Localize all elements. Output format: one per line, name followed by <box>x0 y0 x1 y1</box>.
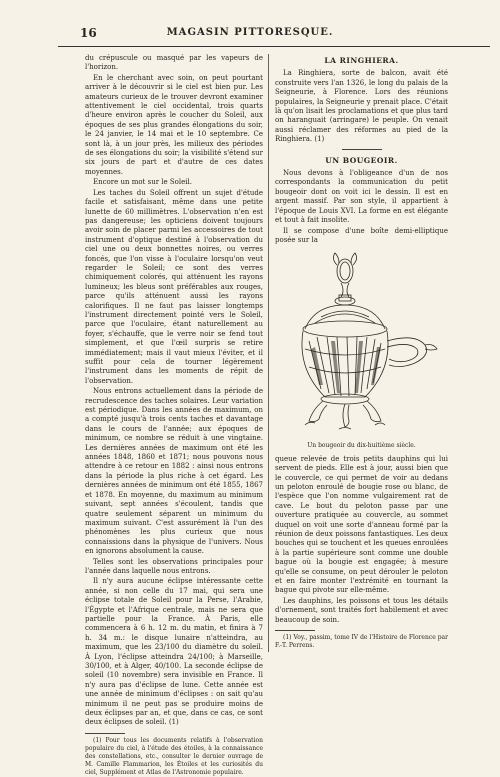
footnote-rule <box>85 733 125 734</box>
paragraph: Il se compose d'une boîte demi-elliptique posée sur la <box>275 226 448 244</box>
footnote: (1) Voy., passim, tome IV de l'Histoire de Florence par F.-T. Perrens. <box>275 634 448 650</box>
footnote: (1) Pour tous les documents relatifs à l'observation populaire du ciel, à l'étude des étoiles, à la connaissance des constellations, etc., consulter le dernier ouvrage de M. Camille Flammarion, les Étoiles et les curiosités du ciel, Supplément et Atlas de l'Astronomie populaire. <box>85 736 263 776</box>
paragraph: Les dauphins, les poissons et tous les détails d'ornement, sont traités fort habilement et avec beaucoup de soin. <box>275 596 448 624</box>
right-column <box>275 54 448 650</box>
figure-caption: Un bougeoir du dix-huitième siècle. <box>307 442 416 450</box>
candlestick-illustration <box>275 249 448 439</box>
paragraph: du crépuscule ou masqué par les vapeurs de l'horizon. <box>85 54 263 72</box>
running-title: MAGASIN PITTORESQUE. <box>166 27 334 38</box>
paragraph: Encore un mot sur le Soleil. <box>93 178 192 187</box>
section-rule <box>342 149 382 150</box>
paragraph: En le cherchant avec soin, on peut pourtant arriver à le découvrir si le ciel est bien pur. Les amateurs curieux de le trouver devront examiner attentivement le ciel occidental, trois quarts d'heure environ après le coucher du Soleil, aux époques de ses plus grandes élongations du soir, le 24 janvier, le 14 mai et le 10 septembre. Ce sont là, à un jour près, les milieux des périodes de ses élongations du soir; la visibilité s'étend sur six jours de part et d'autre de ces dates moyennes. <box>85 73 263 176</box>
footnote-rule <box>275 630 315 631</box>
paragraph: La Ringhiera, sorte de balcon, avait été construite vers l'an 1326, le long du palais de la Seigneurie, à Florence. Lors des réunions populaires, la Seigneurie y prenait place. C'était là qu'on lisait les proclamations et que plus tard on haranguait (arringare) le peuple. On venait aussi réclamer des réformes au pied de la Ringhiera. (1) <box>275 69 448 144</box>
page-header <box>20 26 480 42</box>
paragraph: Il n'y aura aucune éclipse intéressante cette année, si non celle du 17 mai, qui sera une éclipse totale de Soleil pour la Perse, l'Arabie, l'Égypte et l'Afrique centrale, mais ne sera que partielle pour la France. À Paris, elle commencera à 6 h. 12 m. du matin, et finira à 7 h. 34 m.: le disque lunaire n'atteindra, au maximum, que les 23/100 du diamètre du soleil. À Lyon, l'éclipse atteindra 24/100; à Marseille, 30/100, et à Alger, 40/100. La seconde éclipse de soleil (10 novembre) sera invisible en France. Il n'y aura pas d'éclipse de lune. Cette année est une année de minimum d'éclipses : on sait qu'au minimum il ne peut pas se produire moins de deux éclipses par an, et que, dans ce cas, ce sont deux éclipses de soleil. (1) <box>85 577 263 727</box>
left-column <box>85 54 263 777</box>
column-divider <box>268 54 269 652</box>
header-rule <box>58 46 490 47</box>
paragraph: Nous entrons actuellement dans la période de recrudescence des taches solaires. Leur variation est périodique. Dans les années de maximum, on a compté jusqu'à trois cents taches et davantage dans le cours de l'année; aux époques de minimum, ce nombre se réduit à une vingtaine. Les dernières années de maximum ont été les années 1848, 1860 et 1871; nous pouvons nous attendre à ce retour en 1882 : ainsi nous entrons dans la période la plus riche à cet égard. Les dernières années de minimum ont été 1855, 1867 et 1878. En moyenne, du maximum au minimum suivant, sept années s'écoulent, tandis que quatre seulement séparent un minimum du maximum suivant. C'est assurément là l'un des phénomènes les plus curieux que nous connaissions dans la physique de l'univers. Nous en ignorons absolument la cause. <box>85 387 263 556</box>
paragraph: Telles sont les observations principales pour l'année dans laquelle nous entrons. <box>85 557 263 575</box>
paragraph: Nous devons à l'obligeance d'un de nos correspondants la communication du petit bougeoir dont on voit ici le dessin. Il est en argent massif. Par son style, il appartient à l'époque de Louis XVI. La forme en est élégante et tout à fait insolite. <box>275 169 448 225</box>
bougeoir-engraving <box>275 249 448 434</box>
paragraph: queue relevée de trois petits dauphins qui lui servent de pieds. Elle est à jour, aussi bien que le couvercle, ce qui permet de voir au dedans un peloton enroulé de bougie rose ou blanc, de l'espèce que l'on nomme vulgairement rat de cave. Le bout du peloton passe par une ouverture pratiquée au couvercle, au sommet duquel on voit une sorte d'anneau formé par la réunion de deux poissons fantastiques. Les deux bouches qui se touchent et les queues enroulées à la partie supérieure sont comme une double bague où la bougie est engagée; à mesure qu'elle se consume, on peut dérouler le peloton et en faire monter l'extrémité en tournant la bague qui pivote sur elle-même. <box>275 454 448 595</box>
paragraph: Les taches du Soleil offrent un sujet d'étude facile et satisfaisant, même dans une petite lunette de 60 millimètres. L'observation n'en est pas dangereuse; les opticiens doivent toujours avoir soin de placer parmi les accessoires de tout instrument d'optique destiné à l'observation du ciel une ou deux bonnettes noires, ou verres foncés, que l'on visse à l'oculaire lorsqu'on veut regarder le Soleil; ce sont des verres chimiquement colorés, qui atténuent les rayons lumineux; les bleus sont préférables aux rouges, parce qu'ils atténuent aussi les rayons calorifiques. Il ne faut pas laisser longtemps l'instrument directement pointé vers le Soleil, parce que l'oculaire, étant naturellement au foyer, s'échauffe, que le verre noir se fend tout simplement, et que l'œil surpris se retire immédiatement; mais il vaut mieux l'éviter, et il suffit pour cela de tourner légèrement l'instrument dans les moments de répit de l'observation. <box>85 188 263 385</box>
section-title-ringhiera: LA RINGHIERA. <box>324 56 399 65</box>
section-title-bougeoir: UN BOUGEOIR. <box>325 155 398 165</box>
page-number: 16 <box>80 26 97 40</box>
